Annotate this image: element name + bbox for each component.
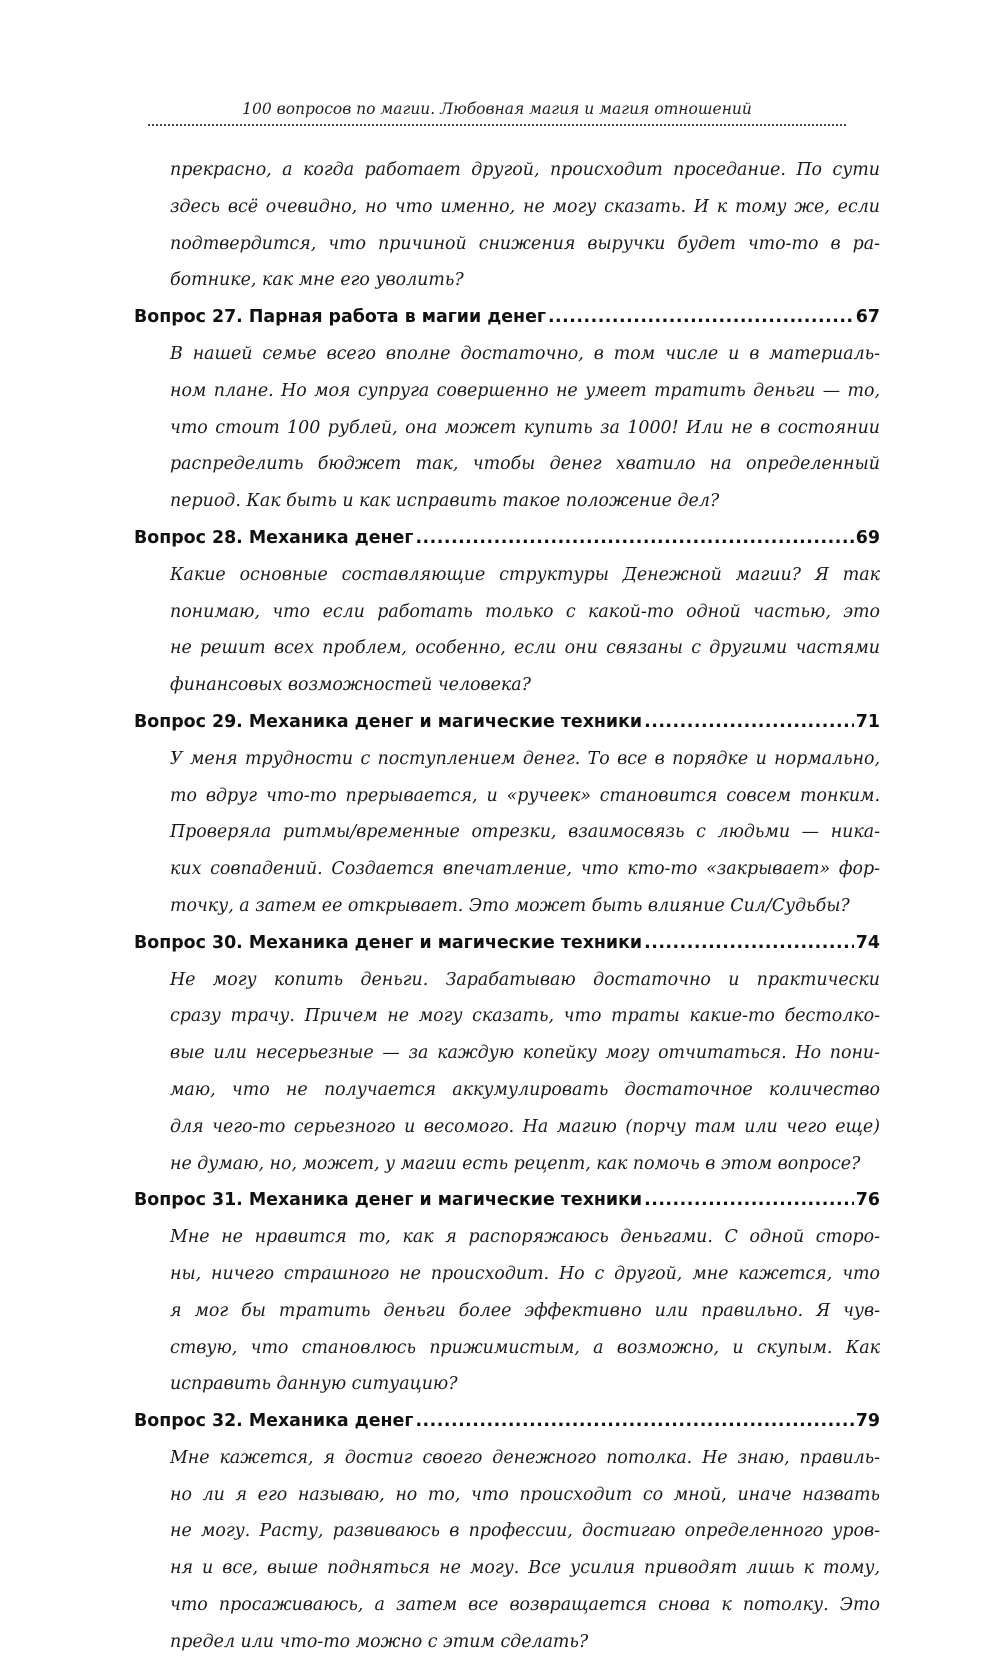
toc-entry-q30[interactable] (134, 925, 880, 962)
question-line: здесь всё очевидно, но что именно, не могу сказать. И к тому же, если (170, 196, 880, 217)
dot-leader (644, 704, 854, 741)
question-line: Мне не нравится то, как я распоряжаюсь деньгами. С одной сторо- (170, 1227, 880, 1248)
toc-entry-title: Вопрос 28. Механика денег (134, 527, 414, 548)
question-line: Какие основные составляющие структуры Денежной магии? Я так (170, 564, 880, 585)
dot-leader (644, 925, 854, 962)
question-line: не решит всех проблем, особенно, если они связаны с другими частями (170, 638, 880, 659)
question-line: ном плане. Но моя супруга совершенно не умеет тратить деньги — то, (170, 380, 880, 401)
question-line: предел или что-то можно с этим сделать? (170, 1631, 589, 1652)
toc-entry-title: Вопрос 32. Механика денег (134, 1411, 414, 1432)
question-line: что просаживаюсь, а затем все возвращается снова к потолку. Это (170, 1595, 880, 1616)
question-line: исправить данную ситуацию? (170, 1374, 458, 1395)
question-line: Мне кажется, я достиг своего денежного потолка. Не знаю, правиль- (170, 1447, 880, 1468)
toc-page-number: 67 (855, 307, 880, 328)
toc-entry-q29[interactable] (134, 704, 880, 741)
question-line: не думаю, но, может, у магии есть рецепт, как помочь в этом вопросе? (170, 1153, 861, 1174)
question-line: прекрасно, а когда работает другой, происходит проседание. По сути (170, 160, 880, 180)
toc-page-number: 76 (855, 1190, 880, 1211)
question-line: финансовых возможностей человека? (170, 675, 531, 696)
question-line: сразу трачу. Причем не могу сказать, что траты какие-то бестолко- (170, 1006, 880, 1027)
question-line: В нашей семье всего вполне достаточно, в том числе и в материаль- (170, 343, 880, 364)
question-line: то вдруг что-то прерывается, и «ручеек» становится совсем тонким. (170, 785, 880, 806)
toc-page-number: 79 (855, 1411, 880, 1432)
toc-page-number: 74 (855, 932, 880, 953)
toc-entry-q31[interactable] (134, 1182, 880, 1219)
question-line: Проверяла ритмы/временные отрезки, взаимосвязь с людьми — ника- (170, 822, 880, 843)
question-line: ствую, что становлюсь прижимистым, а возможно, и скупым. Как (170, 1337, 880, 1358)
question-line: понимаю, что если работать только с какой-то одной частью, это (170, 601, 880, 622)
question-line: точку, а затем ее открывает. Это может быть влияние Сил/Судьбы? (170, 895, 850, 916)
toc-entry-title: Вопрос 27. Парная работа в магии денег (134, 307, 546, 328)
question-line: для чего-то серьезного и весомого. На магию (порчу там или чего еще) (170, 1116, 880, 1137)
question-line: ны, ничего страшного не происходит. Но с другой, мне кажется, что (170, 1263, 880, 1284)
question-line: период. Как быть и как исправить такое положение дел? (170, 491, 720, 512)
question-line: ботнике, как мне его уволить? (170, 270, 464, 291)
toc-entry-q28[interactable] (134, 520, 880, 557)
question-line: распределить бюджет так, чтобы денег хватило на определенный (170, 454, 880, 475)
question-line: ня и все, выше подняться не могу. Все усилия приводят лишь к тому, (170, 1558, 880, 1579)
toc-content (134, 152, 880, 1661)
question-line: что стоит 100 рублей, она может купить за 1000! Или не в состоянии (170, 417, 880, 438)
question-line: Не могу копить деньги. Зарабатываю достаточно и практически (170, 969, 880, 990)
running-header: 100 вопросов по магии. Любовная магия и магия отношений (242, 100, 752, 118)
question-line: ких совпадений. Создается впечатление, что кто-то «закрывает» фор- (170, 859, 880, 880)
question-line: У меня трудности с поступлением денег. То все в порядке и нормально, (170, 748, 880, 769)
question-line: я мог бы тратить деньги более эффективно или правильно. Я чув- (170, 1300, 880, 1321)
toc-page-number: 71 (855, 711, 880, 732)
question-line: но ли я его называю, но то, что происходит со мной, иначе назвать (170, 1484, 880, 1505)
intro-question-text (134, 152, 880, 299)
header-dotted-rule (148, 124, 846, 126)
dot-leader (644, 1182, 854, 1219)
toc-entry-title: Вопрос 31. Механика денег и магические техники (134, 1190, 643, 1211)
toc-entry-title: Вопрос 30. Механика денег и магические техники (134, 932, 643, 953)
question-line: не могу. Расту, развиваюсь в профессии, достигаю определенного уров- (170, 1521, 880, 1542)
dot-leader (548, 299, 854, 336)
dot-leader (415, 520, 853, 557)
question-line: вые или несерьезные — за каждую копейку могу отчитаться. Но пони- (170, 1043, 880, 1064)
toc-entry-q27[interactable] (134, 299, 880, 336)
toc-page-number: 69 (855, 527, 880, 548)
toc-entry-title: Вопрос 29. Механика денег и магические техники (134, 711, 643, 732)
question-line: маю, что не получается аккумулировать достаточное количество (170, 1079, 880, 1100)
question-line: подтвердится, что причиной снижения выручки будет что-то в ра- (170, 233, 880, 254)
